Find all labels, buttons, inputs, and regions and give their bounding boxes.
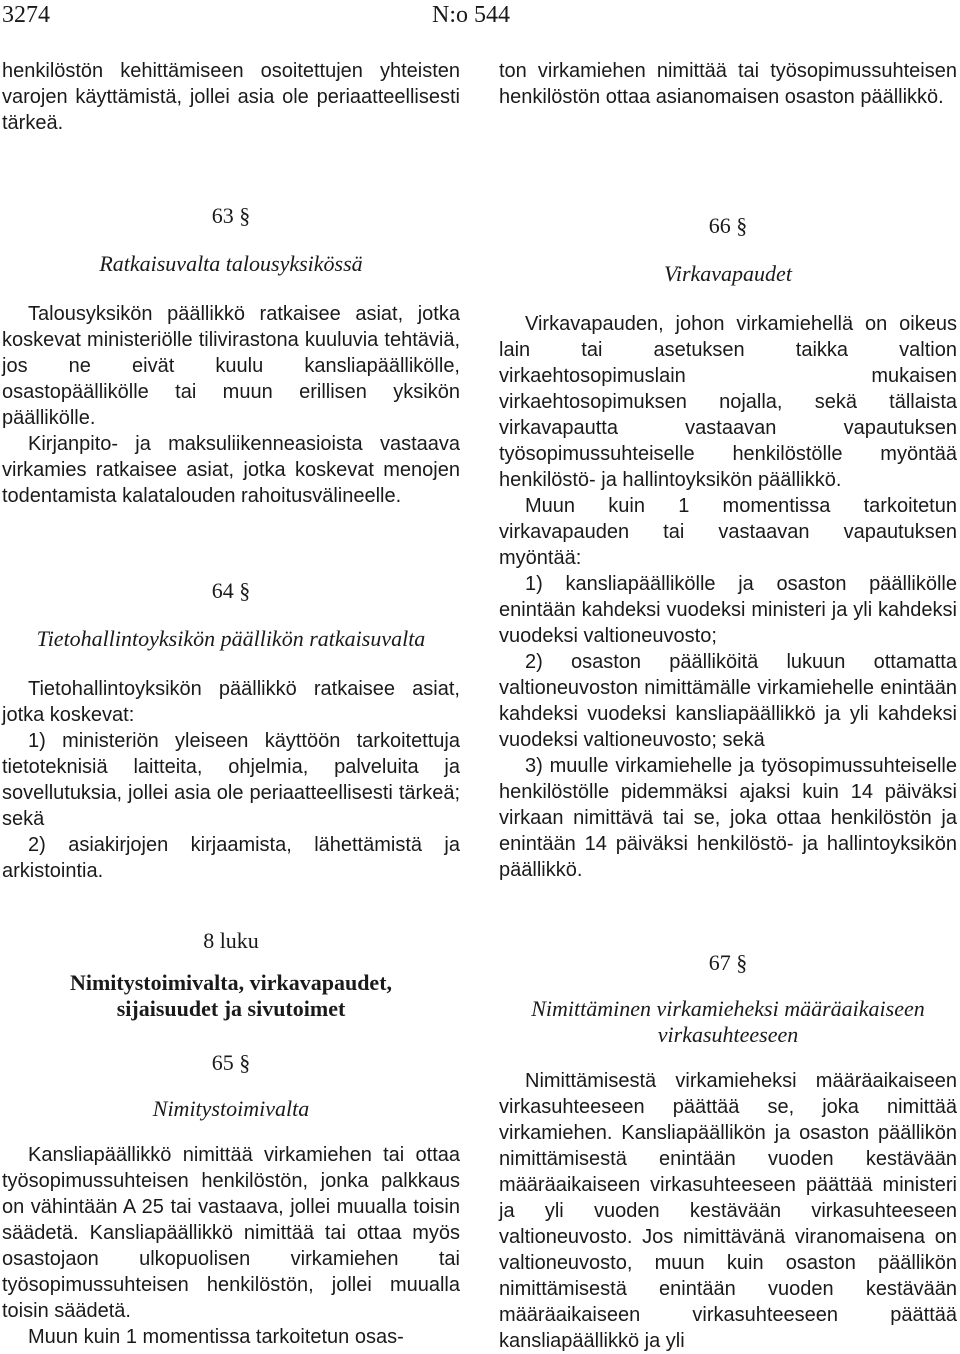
page-header (0, 0, 960, 40)
section-66 (499, 213, 957, 883)
section-title: Ratkaisuvalta talousyksikössä (99, 251, 363, 276)
section-number: 67 § (708, 950, 748, 975)
section-title: Tietohallintoyksikön päällikön ratkaisuvalta (36, 626, 426, 651)
right-continuation (499, 58, 957, 110)
paragraph: Tietohallintoyksikön päällikkö ratkaisee asiat, jotka koskevat: (2, 678, 460, 726)
section-title: Nimittäminen virkamieheksi määräaikaiseen virkasuhteeseen (531, 996, 925, 1047)
paragraph: Nimittämisestä virkamieheksi määräaikaiseen virkasuhteeseen päättää se, joka nimittää virkamiehen. Kansliapäällikön ja osaston päällikön nimittämisestä enintään vuoden kestävään määräaikaiseen virkasuhteeseen päättää ministeri ja yli vuoden kestävään virkasuhteeseen valtioneuvosto. Jos nimittävänä viranomaisena on valtioneuvosto, muun kuin osaston päällikön nimittämisestä enintään vuoden kestävään määräaikaiseen virkasuhteeseen päättää kansliapäällikkö ja yli (499, 1070, 957, 1352)
paragraph: 1) kansliapäällikölle ja osaston päällikölle enintään kahdeksi vuodeksi ministeri ja yli kahdeksi vuodeksi valtioneuvosto; (499, 573, 957, 647)
paragraph: 1) ministeriön yleiseen käyttöön tarkoitettuja tietoteknisiä laitteita, ohjelmia, palveluita ja sovellutuksia, jollei asia ole periaatteellisesti tärkeä; sekä (2, 730, 460, 830)
paragraph: 3) muulle virkamiehelle ja työsopimussuhteiselle henkilöstölle pidemmäksi ajaksi kuin 14 päiväksi virkaan nimittävä tai se, joka ottaa henkilöstön ja enintään 14 päiväksi henkilöstö- ja hallintoyksikön päällikkö. (499, 755, 957, 881)
left-continuation (2, 58, 460, 136)
page-number: 3274 (2, 2, 50, 28)
paragraph: Kansliapäällikkö nimittää virkamiehen tai ottaa työsopimussuhteisen henkilöstön, jonka palkkaus on vähintään A 25 tai vastaava, jollei muualla toisin säädetä. Kansliapäällikkö nimittää tai ottaa myös osastojaon ulkopuolisen virkamiehen tai työsopimussuhteisen henkilöstön, jollei muualla toisin säädetä. (2, 1144, 460, 1322)
paragraph: Muun kuin 1 momentissa tarkoitetun osas- (28, 1326, 404, 1348)
section-number: 65 § (211, 1050, 251, 1075)
paragraph: ton virkamiehen nimittää tai työsopimussuhteisen henkilöstön ottaa asianomaisen osaston päällikkö. (499, 60, 957, 108)
section-number: 64 § (211, 578, 251, 603)
paragraph: 2) osaston päälliköitä lukuun ottamatta valtioneuvoston nimittämälle virkamiehelle enintään kahdeksi vuodeksi kansliapäällikkö ja yli kahdeksi vuodeksi valtioneuvosto; sekä (499, 651, 957, 751)
section-64 (2, 578, 460, 884)
section-title: Virkavapaudet (664, 261, 792, 286)
paragraph: Virkavapauden, johon virkamiehellä on oikeus lain tai asetuksen taikka valtion virkaehtosopimuslain mukaisen virkaehtosopimuksen nojalla, sekä tällaista virkavapautta vastaavan vapautuksen työsopimussuhteiselle henkilöstölle myöntää henkilöstö- ja hallintoyksikön päällikkö. (499, 313, 957, 491)
chapter-8 (2, 928, 460, 1022)
section-63 (2, 203, 460, 509)
section-title: Nimitystoimivalta (152, 1096, 310, 1121)
paragraph: Kirjanpito- ja maksuliikenneasioista vastaava virkamies ratkaisee asiat, jotka koskevat menojen todentamista kalatalouden rahoitusvälineelle. (2, 433, 460, 507)
chapter-title: Nimitystoimivalta, virkavapaudet, sijaisuudet ja sivutoimet (69, 970, 393, 1021)
section-number: 66 § (708, 213, 748, 238)
section-number: 63 § (211, 203, 251, 228)
paragraph: Muun kuin 1 momentissa tarkoitetun virkavapauden tai vastaavan vapautuksen myöntää: (499, 495, 957, 569)
chapter-number: 8 luku (203, 928, 259, 953)
section-67 (499, 950, 957, 1354)
paragraph: Talousyksikön päällikkö ratkaisee asiat, jotka koskevat ministeriölle tilivirastona kuuluvia tehtäviä, jos ne eivät kuulu kansliapäällikölle, osastopäällikölle tai muun erillisen yksikön päällikölle. (2, 303, 460, 429)
paragraph: henkilöstön kehittämiseen osoitettujen yhteisten varojen käyttämistä, jollei asia ole periaatteellisesti tärkeä. (2, 60, 460, 134)
paragraph: 2) asiakirjojen kirjaamista, lähettämistä ja arkistointia. (2, 834, 460, 882)
section-65 (2, 1050, 460, 1350)
issue-number: N:o 544 (432, 2, 510, 28)
